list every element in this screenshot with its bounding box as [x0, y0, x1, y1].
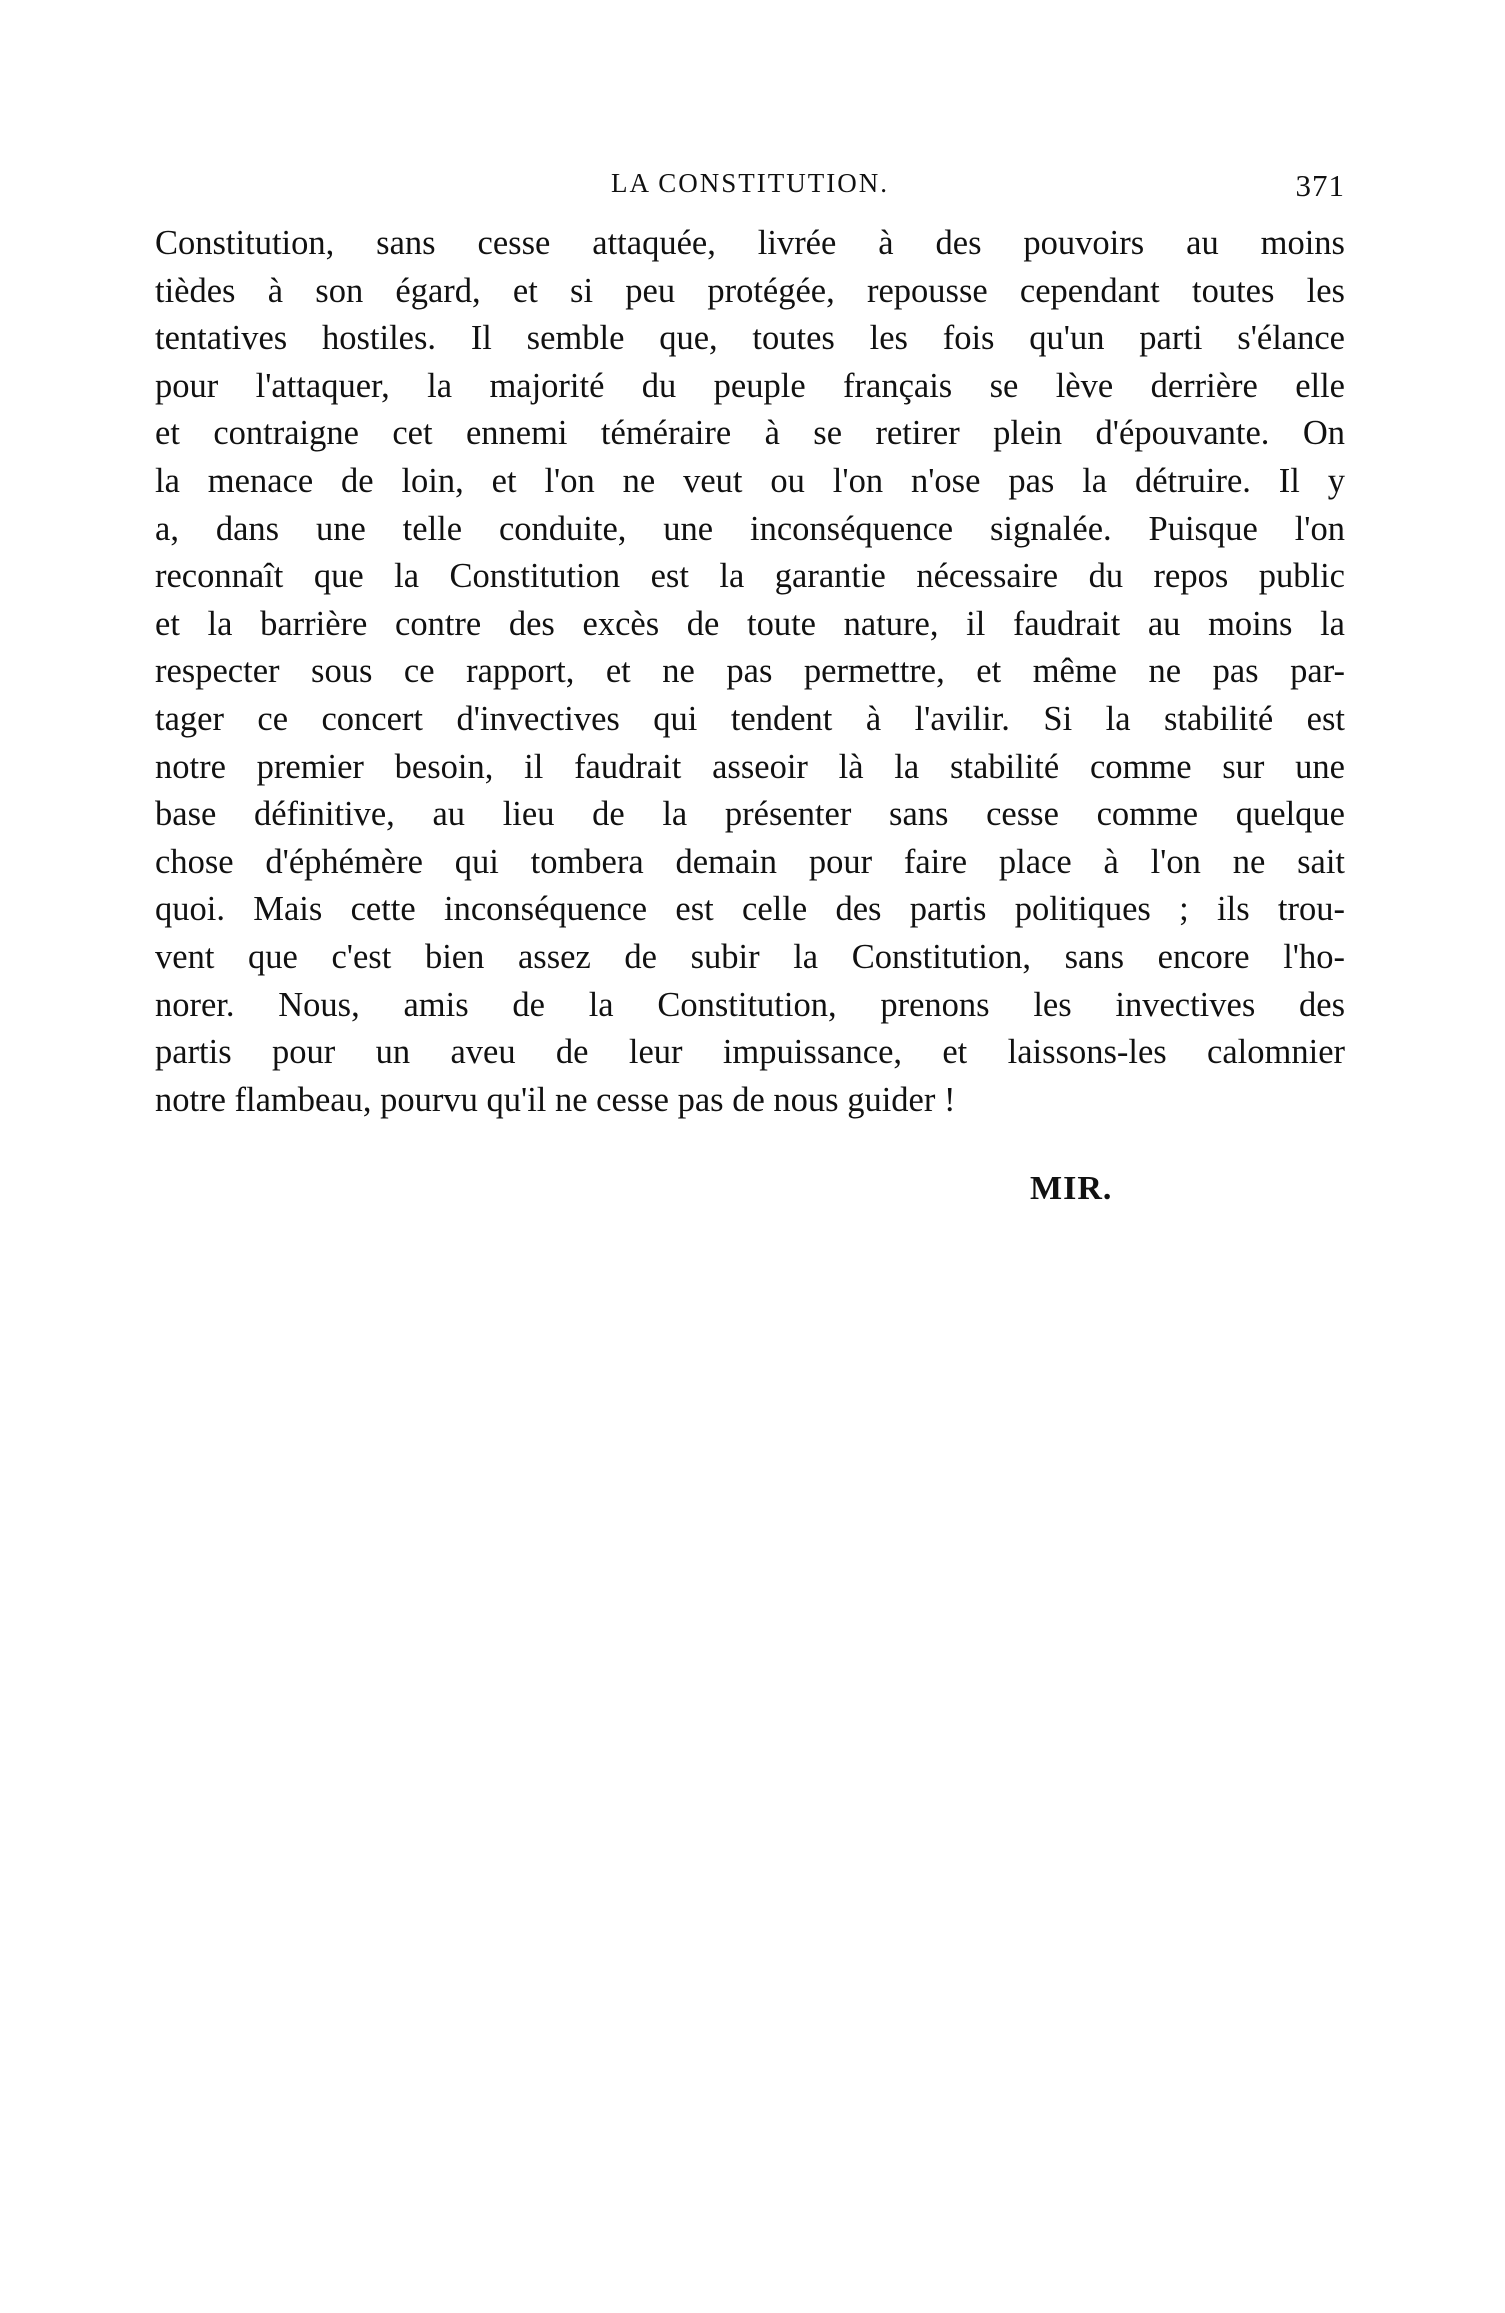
text-line: tentatives hostiles. Il semble que, toutes les fois qu'un parti s'élance	[155, 319, 1345, 358]
running-title: LA CONSTITUTION.	[611, 168, 889, 198]
text-line: pour l'attaquer, la majorité du peuple français se lève derrière elle	[155, 366, 1345, 405]
text-line: chose d'éphémère qui tombera demain pour faire place à l'on ne sait	[155, 842, 1345, 881]
text-line: norer. Nous, amis de la Constitution, prenons les invectives des	[155, 985, 1345, 1024]
running-head	[155, 168, 1345, 208]
author-signature: MIR.	[1030, 1170, 1113, 1207]
text-line-last: notre flambeau, pourvu qu'il ne cesse pas de nous guider !	[155, 1080, 956, 1119]
text-line: et contraigne cet ennemi téméraire à se retirer plein d'épouvante. On	[155, 414, 1345, 453]
text-line: Constitution, sans cesse attaquée, livrée à des pouvoirs au moins	[155, 224, 1345, 262]
text-line: et la barrière contre des excès de toute nature, il faudrait au moins la	[155, 604, 1345, 643]
text-line: respecter sous ce rapport, et ne pas permettre, et même ne pas par-	[155, 652, 1345, 691]
text-line: a, dans une telle conduite, une inconséquence signalée. Puisque l'on	[155, 509, 1345, 548]
text-line: quoi. Mais cette inconséquence est celle des partis politiques ; ils trou-	[155, 890, 1345, 929]
text-line: partis pour un aveu de leur impuissance, et laissons-les calomnier	[155, 1033, 1345, 1072]
text-line: notre premier besoin, il faudrait asseoir là la stabilité comme sur une	[155, 747, 1345, 786]
text-line: vent que c'est bien assez de subir la Constitution, sans encore l'ho-	[155, 937, 1345, 976]
text-line: base définitive, au lieu de la présenter sans cesse comme quelque	[155, 795, 1345, 834]
body-paragraph	[155, 220, 1345, 1124]
text-line: tièdes à son égard, et si peu protégée, repousse cependant toutes les	[155, 271, 1345, 310]
text-line: la menace de loin, et l'on ne veut ou l'on n'ose pas la détruire. Il y	[155, 461, 1345, 500]
text-line: reconnaît que la Constitution est la garantie nécessaire du repos public	[155, 557, 1345, 596]
text-line: tager ce concert d'invectives qui tendent à l'avilir. Si la stabilité est	[155, 699, 1345, 738]
page-number: 371	[1295, 168, 1345, 203]
